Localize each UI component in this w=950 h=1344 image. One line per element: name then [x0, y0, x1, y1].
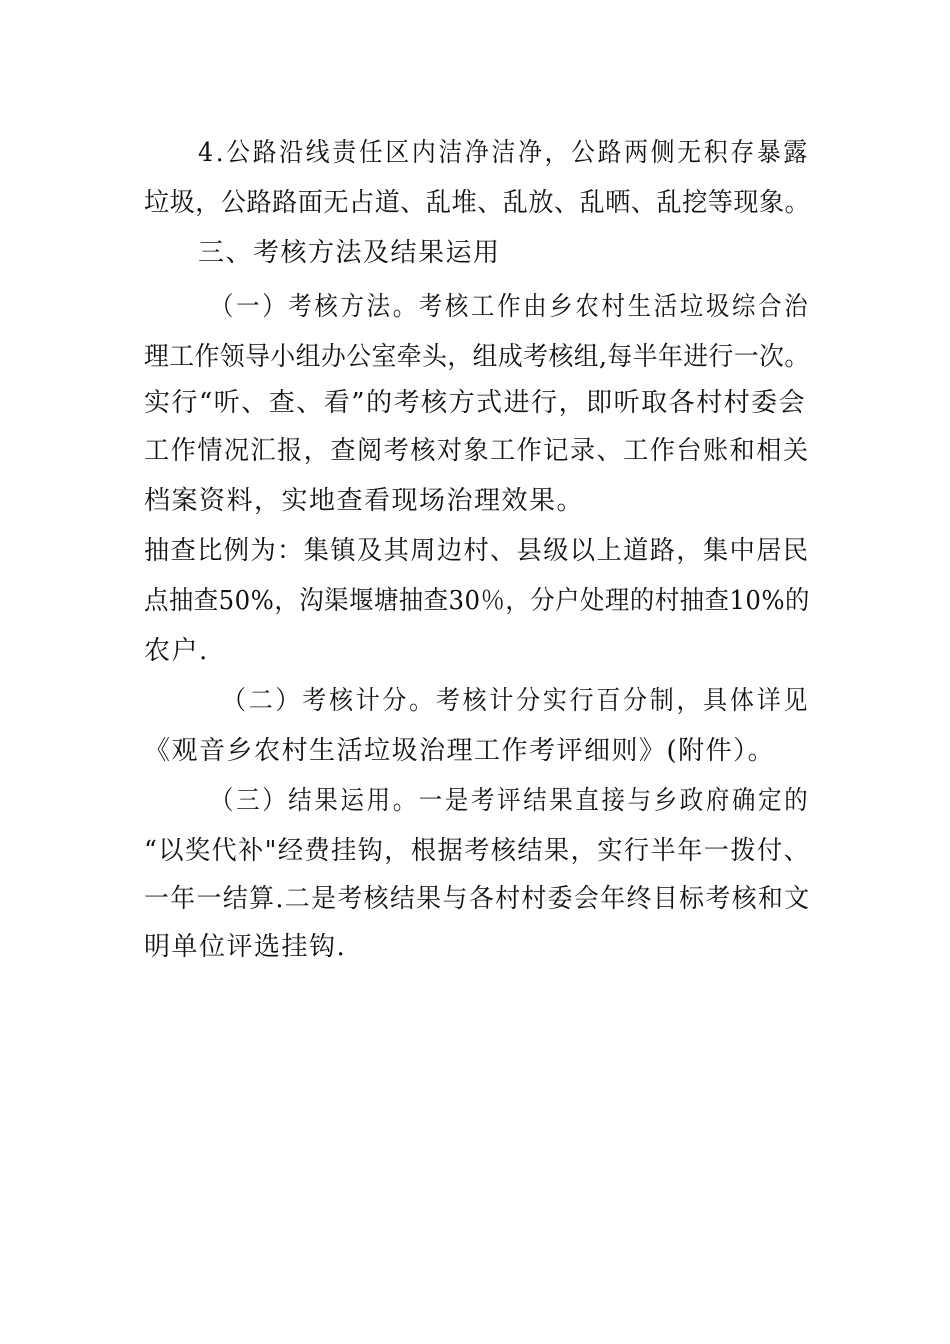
para-results-line-1: （三）结果运用。一是考评结果直接与乡政府确定的: [210, 786, 811, 816]
para-sampling-line-2: 点抽查50%，沟渠堰塘抽查30％，分户处理的村抽查10%的: [144, 586, 810, 616]
para-method-line-5: 档案资料，实地查看现场治理效果。: [144, 486, 585, 516]
para-item-4-line-1: 4.公路沿线责任区内洁净洁净，公路两侧无积存暴露: [198, 138, 810, 168]
para-scoring-line-1: （二）考核计分。考核计分实行百分制，具体详见: [222, 686, 811, 716]
para-scoring-line-2: 《观音乡农村生活垃圾治理工作考评细则》(附件）。: [144, 736, 776, 766]
para-results-line-2: “以奖代补"经费挂钩，根据考核结果，实行半年一拨付、: [144, 836, 811, 866]
para-results-line-4: 明单位评选挂钩.: [144, 932, 347, 962]
para-method-line-1: （一）考核方法。考核工作由乡农村生活垃圾综合治: [210, 292, 811, 322]
para-sampling-line-1: 抽查比例为：集镇及其周边村、县级以上道路，集中居民: [144, 536, 810, 566]
para-item-4-line-2: 垃圾，公路路面无占道、乱堆、乱放、乱晒、乱挖等现象。: [144, 188, 811, 218]
para-method-line-2: 理工作领导小组办公室牵头，组成考核组,每半年进行一次。: [144, 342, 810, 372]
para-results-line-3: 一年一结算.二是考核结果与各村村委会年终目标考核和文: [144, 884, 811, 914]
section-heading-3: 三、考核方法及结果运用: [198, 238, 501, 268]
para-method-line-4: 工作情况汇报，查阅考核对象工作记录、工作台账和相关: [144, 436, 810, 466]
para-method-line-3: 实行“听、查、看”的考核方式进行，即听取各村村委会: [144, 388, 807, 418]
para-sampling-line-3: 农户.: [144, 636, 209, 666]
